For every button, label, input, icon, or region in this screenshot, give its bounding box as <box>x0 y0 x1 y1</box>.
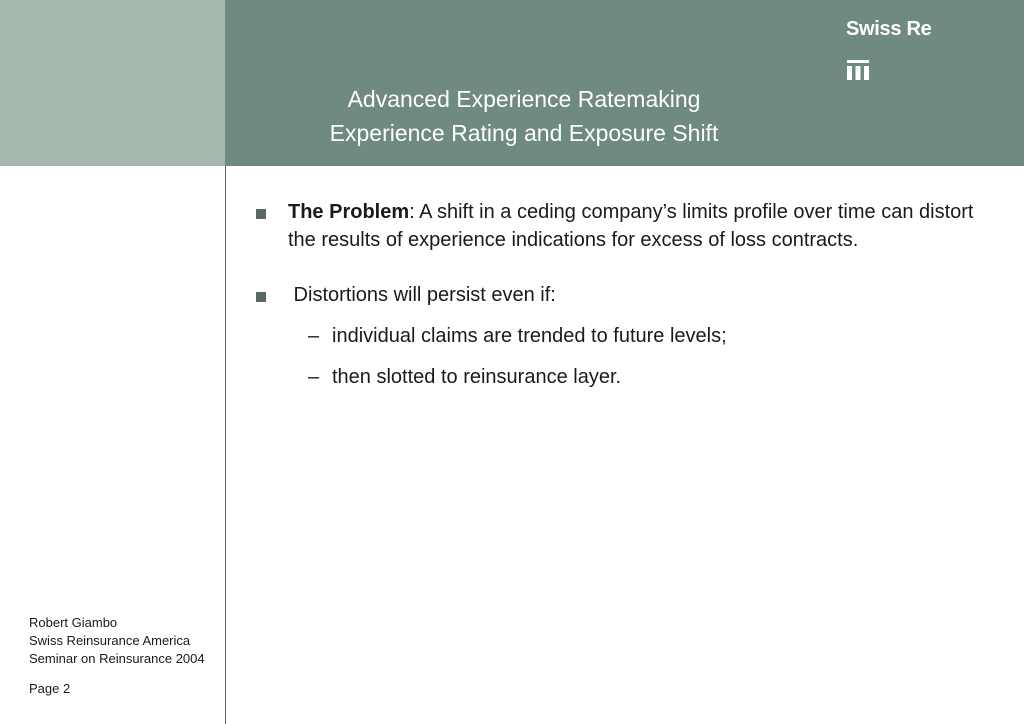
footer-event: Seminar on Reinsurance 2004 <box>29 651 205 666</box>
bullet-distortions <box>256 281 996 309</box>
sub-bullet-slotted <box>256 363 996 391</box>
brand-logo-text: Swiss Re <box>846 18 932 40</box>
bullet-square-icon <box>256 209 266 219</box>
title-line-1: Advanced Experience Ratemaking <box>347 86 701 112</box>
left-header-panel <box>0 0 225 166</box>
sub-bullet-text: then slotted to reinsurance layer. <box>332 366 622 388</box>
bullet-text: Distortions will persist even if: <box>288 284 556 306</box>
footer-info <box>29 614 205 668</box>
footer-author: Robert Giambo <box>29 615 118 630</box>
bullet-problem <box>256 198 996 254</box>
title-line-2: Experience Rating and Exposure Shift <box>329 120 719 146</box>
slide-content <box>256 198 996 391</box>
bullet-bold-label: The Problem <box>288 201 410 223</box>
page-number: Page 2 <box>29 681 71 696</box>
bullet-text: : A shift in a ceding company’s limits profile over time can distort the results of experience indications for excess of loss contracts. <box>288 201 974 251</box>
sub-bullet-trended <box>256 322 996 350</box>
slide-title <box>225 82 823 150</box>
footer-company: Swiss Reinsurance America <box>29 633 191 648</box>
dash-icon: – <box>308 325 320 347</box>
vertical-divider <box>225 166 226 724</box>
bullet-square-icon <box>256 292 266 302</box>
sub-bullet-text: individual claims are trended to future levels; <box>332 325 727 347</box>
dash-icon: – <box>308 366 320 388</box>
swiss-re-logo-icon <box>847 60 869 80</box>
